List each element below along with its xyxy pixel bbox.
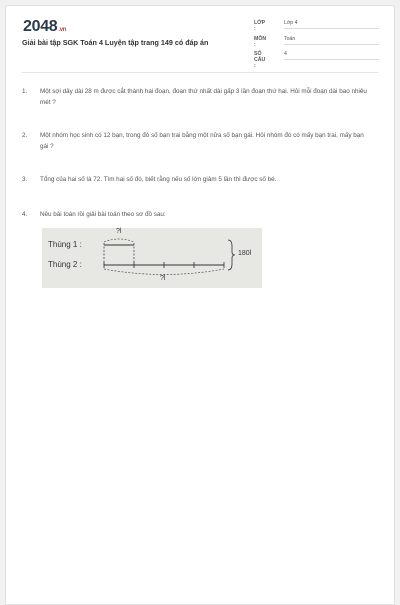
meta-subject-value: Toán	[284, 36, 379, 45]
question-2	[22, 130, 370, 152]
brace-right	[228, 240, 235, 270]
question-1	[22, 86, 370, 108]
question-text: Một sợi dây dài 28 m được cắt thành hai đoạn, đoạn thứ nhất dài gấp 3 lần đoạn thứ hai. Hỏi mỗi đoạn dài bao nhiêu mét ?	[40, 88, 367, 106]
logo-text: 2048	[23, 18, 58, 35]
meta-count-key: SỐ CÂU :	[254, 51, 266, 69]
total-label: 180l	[238, 250, 252, 257]
question-number: 3.	[22, 176, 28, 183]
brace-top	[104, 239, 134, 242]
unknown-label-bottom: ?l	[160, 275, 166, 282]
row1-label: Thùng 1 :	[48, 240, 82, 249]
meta-grade-value: Lớp 4	[284, 20, 379, 29]
question-text: Một nhóm học sinh có 12 bạn, trong đó số bạn trai bằng một nửa số bạn gái. Hỏi nhóm đó có mấy bạn trai, mấy bạn gái ?	[40, 132, 364, 150]
question-number: 1.	[22, 88, 28, 95]
meta-subject-key: MÔN :	[254, 36, 267, 48]
question-text: Nêu bài toán rồi giải bài toán theo sơ đồ sau:	[40, 211, 166, 218]
question-text: Tổng của hai số là 72. Tìm hai số đó, biết rằng nếu số lớn giảm 5 lần thì được số bé.	[40, 176, 277, 183]
question-number: 4.	[22, 211, 28, 218]
logo-suffix: .vn	[58, 27, 67, 33]
site-logo[interactable]	[23, 18, 66, 36]
question-number: 2.	[22, 132, 28, 139]
document-title: Giải bài tập SGK Toán 4 Luyện tập trang 149 có đáp án	[22, 38, 209, 47]
segment-diagram	[42, 228, 262, 288]
row2-label: Thùng 2 :	[48, 260, 82, 269]
header-divider	[22, 72, 378, 73]
meta-grade-key: LỚP :	[254, 20, 265, 32]
segment-diagram-svg	[42, 228, 262, 288]
meta-count-value: 4	[284, 51, 379, 60]
question-4	[22, 209, 370, 220]
question-3	[22, 174, 370, 185]
document-page	[5, 5, 395, 605]
unknown-label-top: ?l	[116, 228, 122, 235]
brace-bottom	[104, 269, 224, 275]
